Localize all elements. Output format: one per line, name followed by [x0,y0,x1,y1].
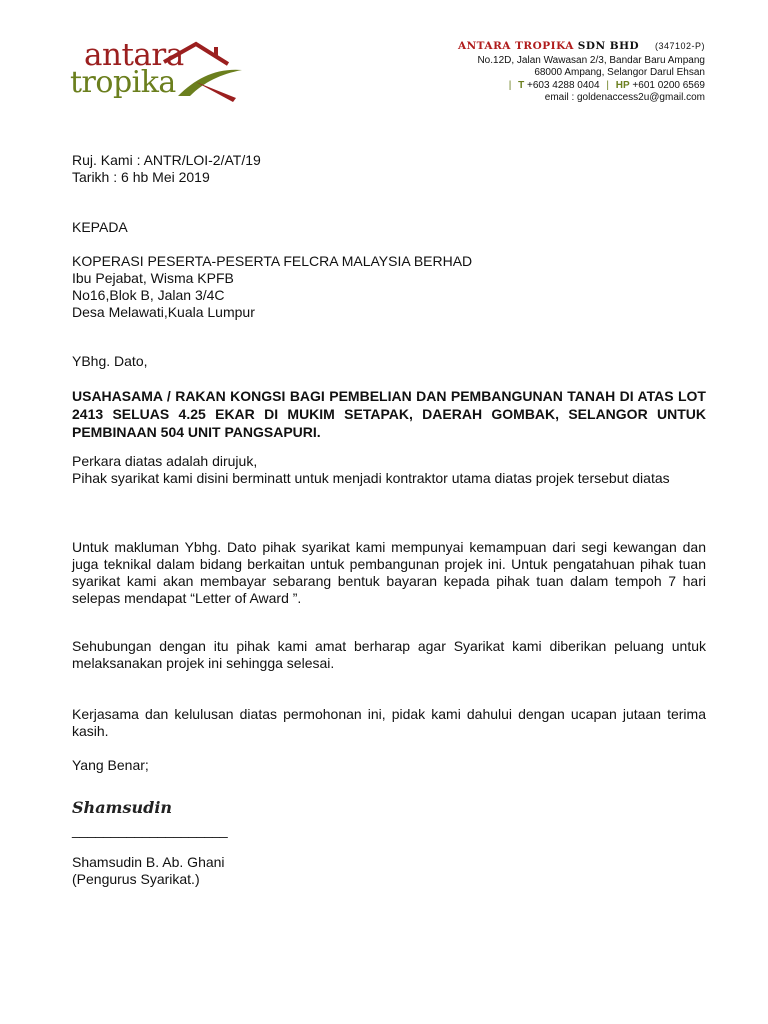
company-email: email : goldenaccess2u@gmail.com [544,92,705,103]
hp-number: +601 0200 6569 [632,79,705,91]
reference-ruj: Ruj. Kami : ANTR/LOI-2/AT/19 [72,152,261,168]
company-header [405,40,705,105]
paragraph-1 [72,453,706,487]
signatory-name: Shamsudin B. Ab. Ghani [72,854,225,870]
paragraph-3: Sehubungan dengan itu pihak kami amat berharap agar Syarikat kami diberikan peluang untuk melaksanakan projek ini sehingga selesai. [72,638,706,671]
recipient-line-1: Ibu Pejabat, Wisma KPFB [72,270,234,286]
salutation: YBhg. Dato, [72,353,148,369]
signature-line: ____________________ [72,822,228,838]
subject-heading: USAHASAMA / RAKAN KONGSI BAGI PEMBELIAN DAN PEMBANGUNAN TANAH DI ATAS LOT 2413 SELUAS 4.25 EKAR DI MUKIM SETAPAK, DAERAH GOMBAK, SELANGOR UNTUK PEMBINAAN 504 UNIT PANGSAPURI. [72,388,706,440]
company-address-2: 68000 Ampang, Selangor Darul Ehsan [534,67,705,78]
paragraph-1-line-1: Perkara diatas adalah dirujuk, [72,453,258,469]
recipient-address [72,253,706,321]
signatory-title: (Pengurus Syarikat.) [72,871,200,887]
logo-word-antara: antara [84,37,184,73]
hp-label: HP [615,79,630,91]
signatory-block [72,854,706,888]
signature: Shamsudin [72,798,173,817]
reference-date: Tarikh : 6 hb Mei 2019 [72,169,210,185]
company-name-line [405,40,705,53]
reference-block [72,152,706,186]
recipient-line-3: Desa Melawati,Kuala Lumpur [72,304,255,320]
kepada-label: KEPADA [72,219,128,235]
separator: | [508,79,512,91]
company-logo [66,38,246,106]
company-suffix: SDN BHD [577,40,640,52]
company-reg-no: (347102-P) [654,41,705,51]
paragraph-1-line-2: Pihak syarikat kami disini berminatt untuk menjadi kontraktor utama diatas projek tersebut diatas [72,470,670,486]
paragraph-2: Untuk makluman Ybhg. Dato pihak syarikat kami mempunyai kemampuan dari segi kewangan dan juga teknikal dalam bidang berkaitan untuk pembangunan projek ini. Untuk pengatahuan pihak tuan syarikat kami akan membayar sebarang bentuk bayaran kepada pihak tuan dalam tempoh 7 hari selepas mendapat “Letter of Award ”. [72,539,706,606]
paragraph-4: Kerjasama dan kelulusan diatas permohonan ini, pidak kami dahului dengan ucapan jutaan terima kasih. [72,706,706,739]
recipient-org: KOPERASI PESERTA-PESERTA FELCRA MALAYSIA BERHAD [72,253,473,269]
company-brand: ANTARA TROPIKA [457,40,574,52]
company-address-1: No.12D, Jalan Wawasan 2/3, Bandar Baru Ampang [477,54,705,66]
separator: | [606,79,609,91]
tel-label: T [518,79,525,91]
recipient-line-2: No16,Blok B, Jalan 3/4C [72,287,225,303]
logo-word-tropika: tropika [70,65,176,100]
company-contact-line [405,80,705,93]
closing-yang-benar: Yang Benar; [72,757,149,773]
tel-number: +603 4288 0404 [526,79,600,91]
